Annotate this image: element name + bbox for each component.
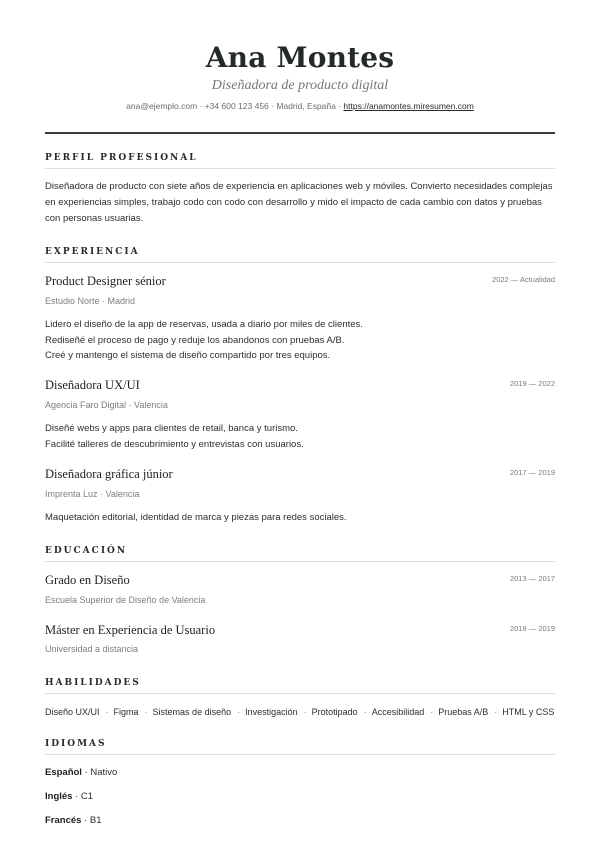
profile-summary: Diseñadora de producto con siete años de experiencia en aplicaciones web y móviles. Convierto necesidades complejas en experiencias simples, trabajo codo con codo con desarrollo y mido el impacto de cada cambio con datos y pruebas con personas usuarias. xyxy=(45,181,553,224)
section-rule xyxy=(45,262,555,263)
degree-title: Grado en Diseño xyxy=(45,573,130,587)
degree-title: Máster en Experiencia de Usuario xyxy=(45,623,216,637)
section-rule xyxy=(45,561,555,562)
person-name: Ana Montes xyxy=(205,41,395,74)
skill-separator: · xyxy=(105,707,109,717)
skill-item: Investigación xyxy=(245,707,298,717)
skill-item: Sistemas de diseño xyxy=(152,707,232,717)
job-duty: Lidero el diseño de la app de reservas, usada a diario por miles de clientes. xyxy=(45,319,363,330)
skill-separator: · xyxy=(144,707,148,717)
section-title-profile: PERFIL PROFESIONAL xyxy=(45,153,198,163)
section-title-languages: IDIOMAS xyxy=(45,739,107,749)
skill-item: Accesibilidad xyxy=(371,707,425,717)
job-duty: Rediseñé el proceso de pago y reduje los abandonos con pruebas A/B. xyxy=(45,334,345,346)
job-duty: Creé y mantengo el sistema de diseño compartido por tres equipos. xyxy=(45,350,331,361)
job-duty: Diseñé webs y apps para clientes de retail, banca y turismo. xyxy=(45,423,298,434)
section-rule xyxy=(45,754,555,755)
skill-item: Diseño UX/UI xyxy=(45,707,100,717)
job-duty: Maquetación editorial, identidad de marca y piezas para redes sociales. xyxy=(45,512,347,523)
skill-separator: · xyxy=(303,707,307,717)
job-title: Diseñadora gráfica júnior xyxy=(45,467,173,481)
skills-list xyxy=(45,706,555,718)
degree-dates: 2013 — 2017 xyxy=(509,574,555,583)
person-role: Diseñadora de producto digital xyxy=(211,78,389,93)
skill-item: HTML y CSS xyxy=(502,707,555,717)
language-name: Español xyxy=(45,767,82,778)
section-title-experience: EXPERIENCIA xyxy=(45,247,140,257)
job-duties xyxy=(45,421,555,452)
language-level: · B1 xyxy=(81,815,102,826)
skill-separator: · xyxy=(363,707,367,717)
section-title-education: EDUCACIÓN xyxy=(45,546,128,556)
job-duties xyxy=(45,317,555,364)
job-title: Diseñadora UX/UI xyxy=(45,378,140,392)
job-dates: 2019 — 2022 xyxy=(509,379,555,388)
skill-item: Pruebas A/B xyxy=(438,707,489,717)
job-company: Estudio Norte · Madrid xyxy=(45,296,136,306)
job-title: Product Designer sénior xyxy=(45,274,166,288)
job-duty: Facilité talleres de descubrimiento y entrevistas con usuarios. xyxy=(45,438,304,450)
contact-details: ana@ejemplo.com · +34 600 123 456 · Madrid, España · xyxy=(126,101,344,111)
language-item xyxy=(45,815,102,827)
language-item xyxy=(45,767,117,779)
resume-header xyxy=(0,40,600,112)
skill-separator: · xyxy=(494,707,498,717)
section-rule xyxy=(45,168,555,169)
skill-item: Figma xyxy=(113,707,139,717)
job-company: Imprenta Luz · Valencia xyxy=(45,489,140,499)
job-company: Agencia Faro Digital · Valencia xyxy=(45,400,168,410)
website-link[interactable]: https://anamontes.miresumen.com xyxy=(343,101,474,111)
section-title-skills: HABILIDADES xyxy=(45,678,141,688)
degree-school: Escuela Superior de Diseño de Valencia xyxy=(45,595,206,605)
language-name: Francés xyxy=(45,815,82,826)
skill-separator: · xyxy=(237,707,241,717)
job-dates: 2017 — 2019 xyxy=(509,468,555,477)
header-divider xyxy=(45,132,555,134)
degree-school: Universidad a distancia xyxy=(45,644,139,654)
language-name: Inglés xyxy=(45,791,73,802)
language-item xyxy=(45,791,93,803)
skill-separator: · xyxy=(430,707,434,717)
degree-dates: 2018 — 2019 xyxy=(509,624,555,633)
language-level: · C1 xyxy=(72,791,94,802)
language-level: · Nativo xyxy=(81,767,118,778)
job-duties xyxy=(45,510,555,526)
skill-item: Prototipado xyxy=(311,707,358,717)
section-rule xyxy=(45,693,555,694)
contact-line xyxy=(0,100,600,112)
job-dates: 2022 — Actualidad xyxy=(492,275,555,284)
